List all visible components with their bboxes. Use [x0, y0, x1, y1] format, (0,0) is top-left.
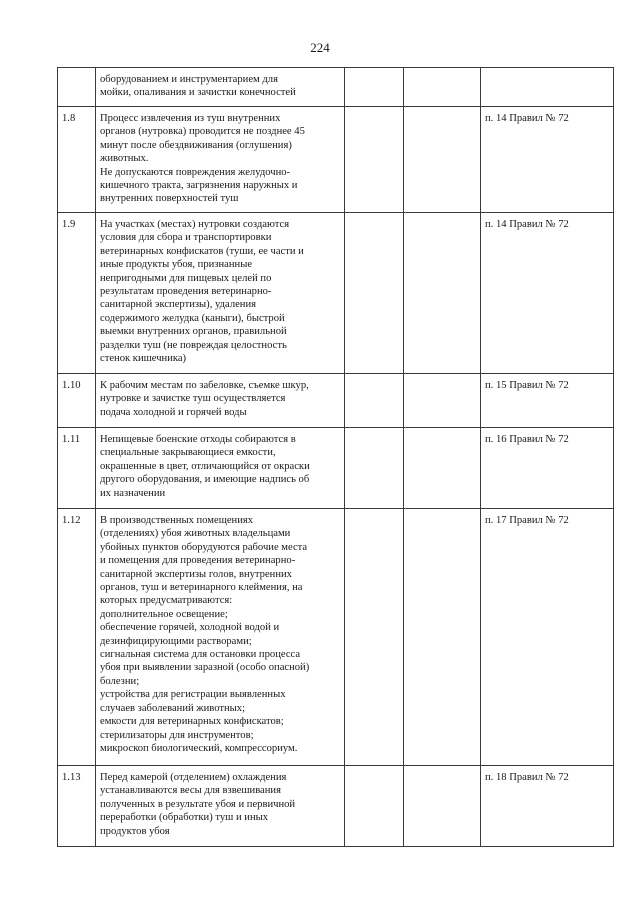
requirement-text: оборудованием и инструментарием для мойки, опаливания и зачистки конечностей: [96, 68, 345, 107]
legal-reference: п. 14 Правил № 72: [481, 213, 614, 374]
legal-reference: п. 16 Правил № 72: [481, 428, 614, 509]
empty-cell: [404, 107, 481, 213]
table-row: [58, 374, 614, 428]
row-number: 1.11: [58, 428, 96, 509]
table-row: [58, 213, 614, 374]
table-row: [58, 509, 614, 766]
row-number: 1.13: [58, 766, 96, 847]
requirement-text: К рабочим местам по забеловке, съемке шкур, нутровке и зачистке туш осуществляется подача холодной и горячей воды: [96, 374, 345, 428]
row-number: [58, 68, 96, 107]
row-number: 1.9: [58, 213, 96, 374]
requirement-text: Непищевые боенские отходы собираются в специальные закрывающиеся емкости, окрашенные в цвет, отличающийся от окраски другого оборудования, и имеющие надпись об их назначении: [96, 428, 345, 509]
empty-cell: [345, 68, 404, 107]
legal-reference: п. 15 Правил № 72: [481, 374, 614, 428]
empty-cell: [404, 428, 481, 509]
requirement-text: Перед камерой (отделением) охлаждения устанавливаются весы для взвешивания полученных в результате убоя и первичной переработки (обработки) туш и иных продуктов убоя: [96, 766, 345, 847]
legal-reference: [481, 68, 614, 107]
requirement-text: В производственных помещениях (отделениях) убоя животных владельцами убойных пунктов оборудуются рабочие места и помещения для проведения ветеринарно- санитарной экспертизы голов, внутренних органов, туш и ветеринарного клеймения, на которых предусматриваются: дополнительное освещение; обеспечение горячей, холодной водой и дезинфицирующими растворами; сигнальная система для остановки процесса убоя при выявлении заразной (особо опасной) болезни; устройства для регистрации выявленных случаев заболеваний животных; емкости для ветеринарных конфискатов; стерилизаторы для инструментов; микроскоп биологический, компрессориум.: [96, 509, 345, 766]
row-number: 1.10: [58, 374, 96, 428]
empty-cell: [404, 509, 481, 766]
legal-reference: п. 17 Правил № 72: [481, 509, 614, 766]
empty-cell: [345, 428, 404, 509]
table-row: [58, 428, 614, 509]
page-number: 224: [310, 40, 330, 55]
requirement-text: На участках (местах) нутровки создаются условия для сбора и транспортировки ветеринарных конфискатов (туши, ее части и иные продукты убоя, признанные непригодными для пищевых целей по результатам проведения ветеринарно- санитарной экспертизы), удаления содержимого желудка (каныги), быстрой выемки внутренних органов, правильной разделки туш (не повреждая целостность стенок кишечника): [96, 213, 345, 374]
empty-cell: [345, 766, 404, 847]
empty-cell: [404, 68, 481, 107]
empty-cell: [345, 213, 404, 374]
empty-cell: [404, 766, 481, 847]
requirement-text: Процесс извлечения из туш внутренних органов (нутровка) проводится не позднее 45 минут после обездвиживания (оглушения) животных. Не допускаются повреждения желудочно- кишечного тракта, загрязнения наружных и внутренних поверхностей туш: [96, 107, 345, 213]
empty-cell: [404, 213, 481, 374]
requirements-table: [57, 67, 614, 847]
table-row: [58, 68, 614, 107]
legal-reference: п. 14 Правил № 72: [481, 107, 614, 213]
empty-cell: [345, 509, 404, 766]
empty-cell: [345, 107, 404, 213]
empty-cell: [345, 374, 404, 428]
table-row: [58, 766, 614, 847]
row-number: 1.12: [58, 509, 96, 766]
table-row: [58, 107, 614, 213]
row-number: 1.8: [58, 107, 96, 213]
empty-cell: [404, 374, 481, 428]
legal-reference: п. 18 Правил № 72: [481, 766, 614, 847]
